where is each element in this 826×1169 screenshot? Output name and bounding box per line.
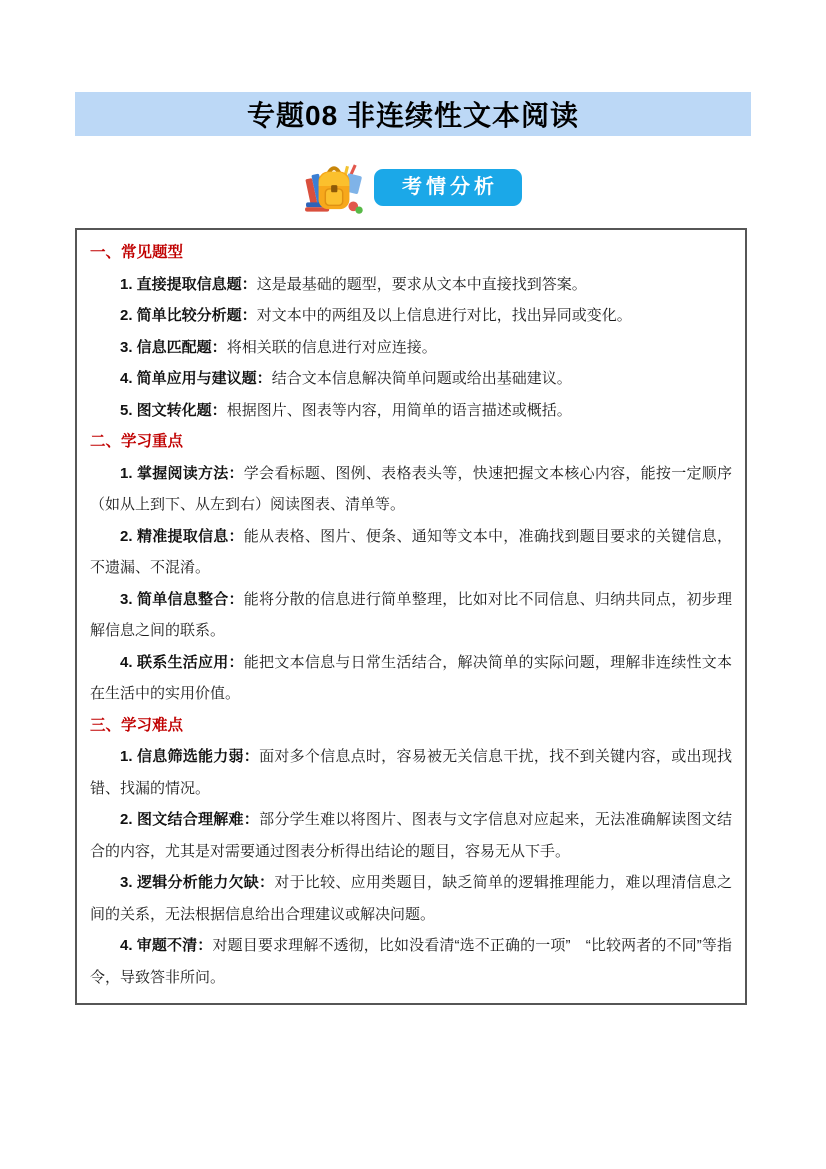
list-item (90, 521, 732, 584)
item-label: 4. 审题不清： (120, 937, 213, 954)
item-label: 3. 逻辑分析能力欠缺： (120, 874, 275, 891)
badge-row (0, 160, 826, 214)
list-item (90, 741, 732, 804)
item-text: 学会看标题、图例、表格表头等，快速把握文本核心内容，能按一定顺序（如从上到下、从左到右）阅读图表、清单等。 (90, 464, 732, 513)
section-heading-learning-difficulties: 三、学习难点 (90, 716, 184, 734)
item-text: 将相关联的信息进行对应连接。 (226, 338, 437, 356)
list-item (90, 867, 732, 930)
item-text: 能将分散的信息进行简单整理，比如对比不同信息、归纳共同点，初步理解信息之间的联系。 (90, 590, 732, 639)
item-text: 能把文本信息与日常生活结合，解决简单的实际问题，理解非连续性文本在生活中的实用价值。 (90, 653, 732, 702)
list-item (90, 458, 732, 521)
item-text: 部分学生难以将图片、图表与文字信息对应起来，无法准确解读图文结合的内容，尤其是对需要通过图表分析得出结论的题目，容易无从下手。 (90, 811, 732, 860)
section-heading-common-question-types: 一、常见题型 (90, 244, 184, 261)
list-item (90, 804, 732, 867)
item-text: 结合文本信息解决简单问题或给出基础建议。 (271, 370, 572, 387)
item-label: 4. 联系生活应用： (120, 653, 244, 671)
item-text: 对于比较、应用类题目，缺乏简单的逻辑推理能力，难以理清信息之间的关系，无法根据信息给出合理建议或解决问题。 (90, 874, 732, 923)
item-label: 4. 简单应用与建议题： (120, 370, 272, 387)
item-label: 3. 简单信息整合： (120, 590, 244, 608)
item-label: 1. 直接提取信息题： (120, 275, 257, 293)
list-item (90, 930, 732, 993)
item-label: 5. 图文转化题： (120, 401, 227, 419)
item-label: 3. 信息匹配题： (120, 338, 227, 356)
item-text: 能从表格、图片、便条、通知等文本中，准确找到题目要求的关键信息，不遗漏、不混淆。 (90, 527, 732, 576)
item-label: 2. 简单比较分析题： (120, 307, 257, 324)
content-box (75, 228, 747, 1005)
item-text: 这是最基础的题型，要求从文本中直接找到答案。 (256, 275, 587, 293)
title-banner (75, 92, 751, 136)
list-item (90, 584, 732, 647)
list-item (90, 647, 732, 710)
section-heading-learning-focus: 二、学习重点 (90, 433, 184, 450)
schoolbag-icon (304, 160, 364, 214)
page-title: 专题08 非连续性文本阅读 (247, 100, 579, 131)
item-label: 2. 图文结合理解难： (120, 811, 260, 828)
item-text: 根据图片、图表等内容，用简单的语言描述或概括。 (226, 401, 572, 419)
item-text: 对文本中的两组及以上信息进行对比，找出异同或变化。 (256, 307, 632, 324)
item-label: 2. 精准提取信息： (120, 527, 244, 545)
list-item (90, 269, 732, 301)
list-item (90, 300, 732, 332)
list-item (90, 395, 732, 427)
item-label: 1. 信息筛选能力弱： (120, 748, 260, 765)
item-text: 对题目要求理解不透彻，比如没看清“选不正确的一项” “比较两者的不同”等指令，导致答非所问。 (90, 937, 733, 986)
exam-analysis-badge: 考情分析 (374, 169, 522, 206)
item-label: 1. 掌握阅读方法： (120, 464, 244, 482)
list-item (90, 363, 732, 395)
item-text: 面对多个信息点时，容易被无关信息干扰，找不到关键内容，或出现找错、找漏的情况。 (90, 748, 732, 797)
list-item (90, 332, 732, 364)
